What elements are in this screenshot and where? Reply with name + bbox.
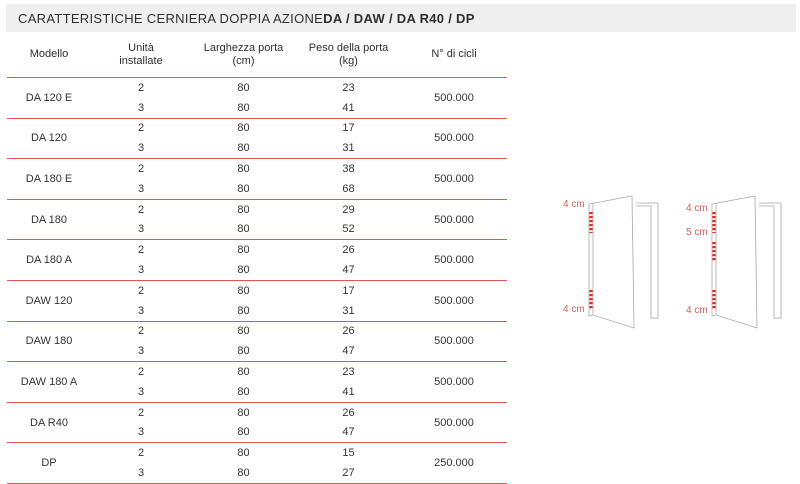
door-width-cell: 80 bbox=[237, 223, 250, 236]
units-cell: 2 bbox=[91, 78, 191, 98]
door-weight-cell: 29 bbox=[296, 199, 401, 219]
door-width-cell: 80 bbox=[191, 78, 296, 98]
door-width-cell: 80 bbox=[237, 385, 250, 398]
cycles-cell: 500.000 bbox=[401, 280, 507, 321]
door-weight-cell: 17 bbox=[296, 118, 401, 138]
table-body bbox=[7, 78, 507, 484]
model-cell: DA 180 A bbox=[7, 240, 91, 281]
door-weight-cell: 27 bbox=[342, 467, 355, 480]
model-cell: DAW 120 bbox=[7, 280, 91, 321]
cycles-cell: 500.000 bbox=[401, 402, 507, 443]
door-width-cell: 80 bbox=[191, 402, 296, 422]
units-cell: 3 bbox=[137, 426, 145, 439]
hinge-middle-distance-label: 5 cm bbox=[686, 227, 708, 238]
units-cell: 2 bbox=[91, 118, 191, 138]
door-weight-cell: 26 bbox=[296, 402, 401, 422]
col-header-unita-installate: Unità installate bbox=[91, 32, 191, 78]
table-row bbox=[7, 199, 507, 219]
door-weight-cell: 17 bbox=[296, 280, 401, 300]
cycles-cell: 500.000 bbox=[401, 240, 507, 281]
col-header-modello: Modello bbox=[7, 32, 91, 78]
cycles-cell: 500.000 bbox=[401, 118, 507, 159]
cycles-cell: 500.000 bbox=[401, 78, 507, 119]
table-row bbox=[7, 159, 507, 179]
units-cell: 2 bbox=[91, 321, 191, 341]
model-cell: DA R40 bbox=[7, 402, 91, 443]
model-cell: DP bbox=[7, 443, 91, 484]
table-row bbox=[7, 78, 507, 98]
door-width-cell: 80 bbox=[191, 280, 296, 300]
hinge-top-distance-label: 4 cm bbox=[563, 199, 585, 210]
model-cell: DAW 180 A bbox=[7, 362, 91, 403]
door-width-cell: 80 bbox=[191, 118, 296, 138]
door-width-cell: 80 bbox=[237, 467, 250, 480]
table-header-row bbox=[7, 32, 507, 78]
door-width-cell: 80 bbox=[237, 345, 250, 358]
hinge-bottom-distance-label: 4 cm bbox=[563, 304, 585, 315]
door-width-cell: 80 bbox=[191, 321, 296, 341]
model-cell: DA 120 bbox=[7, 118, 91, 159]
door-weight-cell: 23 bbox=[296, 78, 401, 98]
door-weight-cell: 26 bbox=[296, 240, 401, 260]
col-header-larghezza-porta: Larghezza porta (cm) bbox=[191, 32, 296, 78]
hinge-spec-table bbox=[7, 32, 507, 484]
units-cell: 2 bbox=[91, 280, 191, 300]
cycles-cell: 500.000 bbox=[401, 199, 507, 240]
door-width-cell: 80 bbox=[191, 199, 296, 219]
door-width-cell: 80 bbox=[237, 264, 250, 277]
units-cell: 2 bbox=[91, 402, 191, 422]
cycles-cell: 500.000 bbox=[401, 362, 507, 403]
table-row bbox=[7, 118, 507, 138]
door-weight-cell: 47 bbox=[342, 345, 355, 358]
hinge-bottom-distance-label: 4 cm bbox=[686, 305, 708, 316]
door-width-cell: 80 bbox=[237, 101, 250, 114]
door-weight-cell: 31 bbox=[342, 304, 355, 317]
door-weight-cell: 47 bbox=[342, 426, 355, 439]
page-title: CARATTERISTICHE CERNIERA DOPPIA AZIONE bbox=[18, 10, 324, 26]
door-weight-cell: 31 bbox=[342, 142, 355, 155]
units-cell: 2 bbox=[91, 199, 191, 219]
door-width-cell: 80 bbox=[191, 362, 296, 382]
door-weight-cell: 26 bbox=[296, 321, 401, 341]
units-cell: 3 bbox=[137, 467, 145, 480]
door-width-cell: 80 bbox=[237, 426, 250, 439]
cycles-cell: 500.000 bbox=[401, 159, 507, 200]
door-weight-cell: 15 bbox=[296, 443, 401, 463]
door-width-cell: 80 bbox=[191, 443, 296, 463]
model-cell: DA 180 bbox=[7, 199, 91, 240]
cycles-cell: 250.000 bbox=[401, 443, 507, 484]
table-row bbox=[7, 443, 507, 463]
hinge-top-distance-label: 4 cm bbox=[686, 203, 708, 214]
table-row bbox=[7, 240, 507, 260]
model-cell: DA 120 E bbox=[7, 78, 91, 119]
door-weight-cell: 38 bbox=[296, 159, 401, 179]
table-row bbox=[7, 280, 507, 300]
units-cell: 3 bbox=[137, 304, 145, 317]
door-weight-cell: 41 bbox=[342, 385, 355, 398]
door-width-cell: 80 bbox=[237, 142, 250, 155]
door-weight-cell: 41 bbox=[342, 101, 355, 114]
col-header-peso-porta: Peso della porta (kg) bbox=[296, 32, 401, 78]
title-bar bbox=[6, 4, 796, 32]
units-cell: 3 bbox=[137, 345, 145, 358]
table-row bbox=[7, 362, 507, 382]
door-weight-cell: 52 bbox=[342, 223, 355, 236]
door-width-cell: 80 bbox=[237, 182, 250, 195]
door-weight-cell: 68 bbox=[342, 182, 355, 195]
units-cell: 3 bbox=[137, 223, 145, 236]
units-cell: 2 bbox=[91, 240, 191, 260]
units-cell: 3 bbox=[137, 264, 145, 277]
page-title-models: DA / DAW / DA R40 / DP bbox=[323, 10, 475, 26]
door-weight-cell: 47 bbox=[342, 264, 355, 277]
door-width-cell: 80 bbox=[237, 304, 250, 317]
table-row bbox=[7, 321, 507, 341]
cycles-cell: 500.000 bbox=[401, 321, 507, 362]
units-cell: 3 bbox=[137, 142, 145, 155]
units-cell: 3 bbox=[137, 385, 145, 398]
door-width-cell: 80 bbox=[191, 240, 296, 260]
door-diagram-three-hinges bbox=[683, 190, 790, 335]
units-cell: 2 bbox=[91, 159, 191, 179]
col-header-cicli: N° di cicli bbox=[401, 32, 507, 78]
door-width-cell: 80 bbox=[191, 159, 296, 179]
table-row bbox=[7, 402, 507, 422]
door-weight-cell: 23 bbox=[296, 362, 401, 382]
units-cell: 2 bbox=[91, 443, 191, 463]
model-cell: DA 180 E bbox=[7, 159, 91, 200]
door-diagram-two-hinges bbox=[560, 190, 667, 335]
units-cell: 3 bbox=[137, 182, 145, 195]
units-cell: 3 bbox=[137, 101, 145, 114]
model-cell: DAW 180 bbox=[7, 321, 91, 362]
units-cell: 2 bbox=[91, 362, 191, 382]
